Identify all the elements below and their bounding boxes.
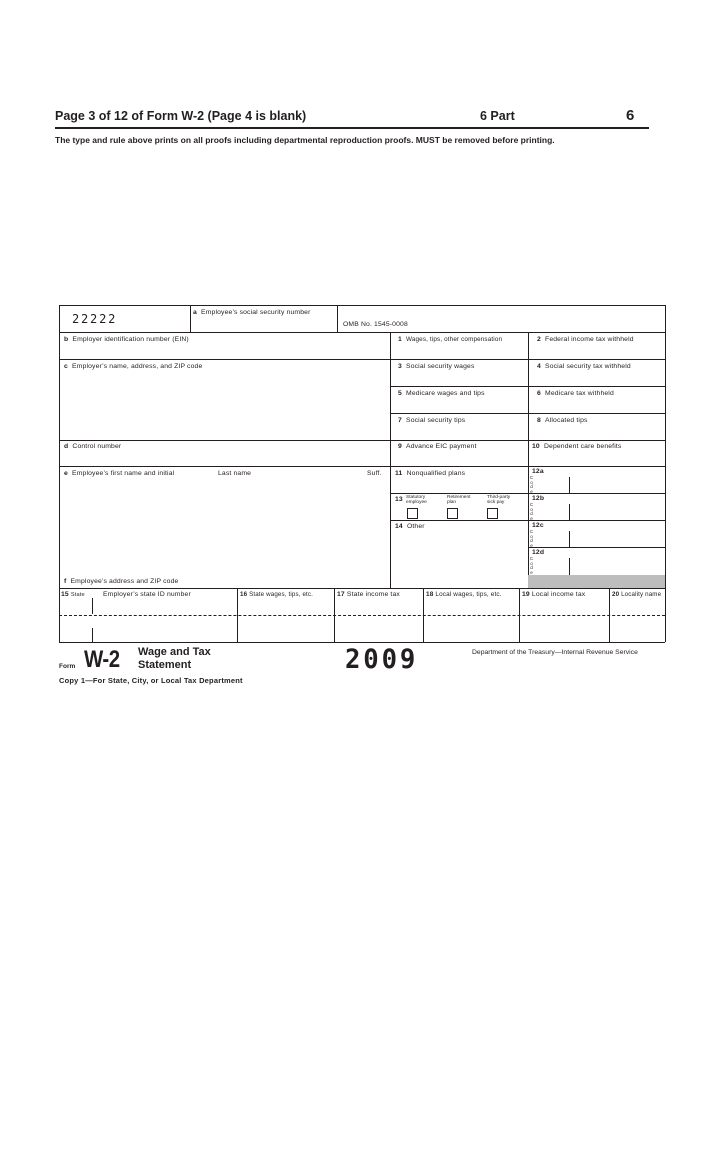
dashed-separator xyxy=(59,615,665,616)
box-e-last-name: Last name xyxy=(218,470,252,477)
box-5-label: 5 Medicare wages and tips xyxy=(398,390,485,397)
control-code: 22222 xyxy=(72,312,118,326)
form-top-border xyxy=(59,305,665,306)
box-20-label: 20 Locality name xyxy=(612,591,662,598)
divider xyxy=(528,332,529,588)
box-10-label: 10 Dependent care benefits xyxy=(532,443,622,450)
box-11-label: 11 Nonqualified plans xyxy=(395,470,466,477)
tax-year: 2009 xyxy=(345,644,419,675)
box-18-label: 18 Local wages, tips, etc. xyxy=(426,591,502,598)
box-e-suffix: Suff. xyxy=(367,470,382,477)
divider xyxy=(337,305,338,332)
box-16-label: 16 State wages, tips, etc. xyxy=(240,591,314,598)
divider xyxy=(569,531,570,547)
copy-label: Copy 1—For State, City, or Local Tax Department xyxy=(59,676,243,685)
proof-title: Page 3 of 12 of Form W-2 (Page 4 is blank) xyxy=(55,109,307,123)
divider xyxy=(528,547,665,548)
box-3-label: 3 Social security wages xyxy=(398,363,475,370)
proof-number: 6 xyxy=(626,107,635,124)
divider xyxy=(190,305,191,332)
box-9-label: 9 Advance EIC payment xyxy=(398,443,477,450)
box-6-label: 6 Medicare tax withheld xyxy=(537,390,614,397)
proof-rule xyxy=(55,127,649,129)
third-party-sick-pay-label: Third-party sick pay xyxy=(487,495,511,505)
box-12c-label: 12c xyxy=(532,522,544,529)
box-12d-code-label: C o d e xyxy=(529,556,534,575)
box-e-label: e Employee’s first name and initial xyxy=(64,470,175,477)
box-12c-code-label: C o d e xyxy=(529,529,534,548)
box-13-label: 13 xyxy=(395,496,403,503)
divider xyxy=(390,332,391,588)
box-1-label: 1 Wages, tips, other compensation xyxy=(398,336,503,343)
box-7-label: 7 Social security tips xyxy=(398,417,466,424)
box-12d-label: 12d xyxy=(532,549,545,556)
box-12b-label: 12b xyxy=(532,495,545,502)
shaded-area xyxy=(528,575,665,588)
divider xyxy=(92,628,93,642)
box-19-label: 19 Local income tax xyxy=(522,591,586,598)
department-label: Department of the Treasury—Internal Revenue Service xyxy=(472,649,638,656)
box-8-label: 8 Allocated tips xyxy=(537,417,588,424)
box-d-label: d Control number xyxy=(64,443,122,450)
box-15-id-label: Employer’s state ID number xyxy=(103,591,191,598)
divider xyxy=(59,332,665,333)
box-a-label: a Employee’s social security number xyxy=(193,309,311,316)
form-right-border xyxy=(665,305,666,642)
box-c-label: c Employer’s name, address, and ZIP code xyxy=(64,363,203,370)
form-title-line2: Statement xyxy=(138,659,192,671)
divider xyxy=(92,598,93,614)
box-f-label: f Employee’s address and ZIP code xyxy=(64,578,179,585)
box-12a-label: 12a xyxy=(532,468,544,475)
divider xyxy=(569,477,570,493)
omb-number: OMB No. 1545-0008 xyxy=(343,321,408,328)
divider xyxy=(569,504,570,520)
statutory-employee-checkbox[interactable] xyxy=(407,508,418,519)
divider xyxy=(59,359,665,360)
third-party-sick-pay-checkbox[interactable] xyxy=(487,508,498,519)
form-title-line1: Wage and Tax xyxy=(138,646,211,658)
retirement-plan-label: Retirement plan xyxy=(447,495,471,505)
form-word: Form xyxy=(59,663,76,670)
form-name: W-2 xyxy=(84,646,120,673)
box-4-label: 4 Social security tax withheld xyxy=(537,363,631,370)
box-14-label: 14 Other xyxy=(395,523,425,530)
divider xyxy=(59,440,665,441)
box-12a-code-label: C o d e xyxy=(529,475,534,494)
box-b-label: b Employer identification number (EIN) xyxy=(64,336,189,343)
divider xyxy=(59,588,665,589)
divider xyxy=(59,466,665,467)
box-2-label: 2 Federal income tax withheld xyxy=(537,336,634,343)
divider xyxy=(569,558,570,575)
proof-note: The type and rule above prints on all proofs including departmental reproduction proofs. MUST be removed before printing. xyxy=(55,135,555,145)
box-15-label: 15 State xyxy=(61,591,85,598)
form-left-border xyxy=(59,305,60,642)
proof-part: 6 Part xyxy=(480,109,515,123)
box-12b-code-label: C o d e xyxy=(529,502,534,521)
box-17-label: 17 State income tax xyxy=(337,591,400,598)
statutory-employee-label: Statutory employee xyxy=(406,495,427,505)
retirement-plan-checkbox[interactable] xyxy=(447,508,458,519)
